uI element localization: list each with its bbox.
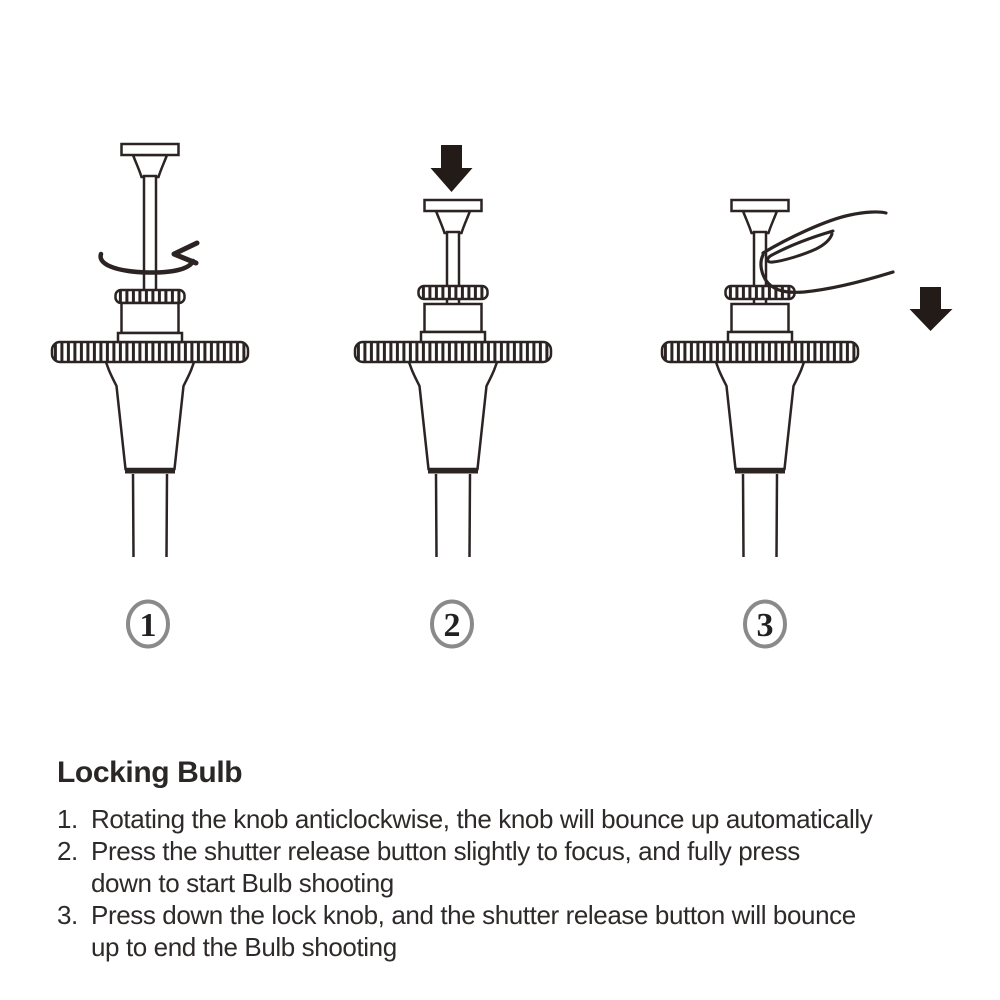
list-item-number: 2.	[57, 836, 78, 866]
press-down-arrow-icon	[431, 145, 473, 192]
device-plunger-pressed	[419, 200, 488, 342]
list-item	[57, 803, 992, 835]
list-item	[57, 899, 992, 963]
figure-3	[662, 200, 953, 647]
figure-2	[355, 145, 551, 647]
device-lower-body	[662, 342, 858, 557]
instructions-section	[57, 756, 992, 963]
figure-1-number-badge	[128, 602, 168, 647]
section-heading: Locking Bulb	[57, 756, 243, 789]
list-item-number: 1.	[57, 804, 78, 834]
instruction-list	[57, 803, 992, 963]
device-plunger-pressed	[726, 200, 795, 342]
finger-press-icon	[761, 212, 893, 292]
device-lower-body	[355, 342, 551, 557]
press-down-arrow-icon	[910, 287, 953, 331]
list-item-number: 3.	[57, 900, 78, 930]
figure-2-number-badge	[432, 602, 472, 647]
figure-3-number-badge	[745, 602, 785, 647]
figure-1	[52, 144, 248, 647]
device-lower-body	[52, 342, 248, 557]
list-item-text: Rotating the knob anticlockwise, the knob will bounce up automatically	[91, 804, 873, 834]
figure-1-number: 1	[139, 607, 157, 644]
list-item-text: Press the shutter release button slightly to focus, and fully press down to start Bulb shooting	[91, 836, 800, 898]
figure-2-number: 2	[443, 607, 461, 644]
list-item	[57, 835, 992, 899]
device-plunger-released	[116, 144, 185, 342]
list-item-text: Press down the lock knob, and the shutter release button will bounce up to end the Bulb shooting	[91, 900, 856, 962]
figure-3-number: 3	[756, 607, 774, 644]
